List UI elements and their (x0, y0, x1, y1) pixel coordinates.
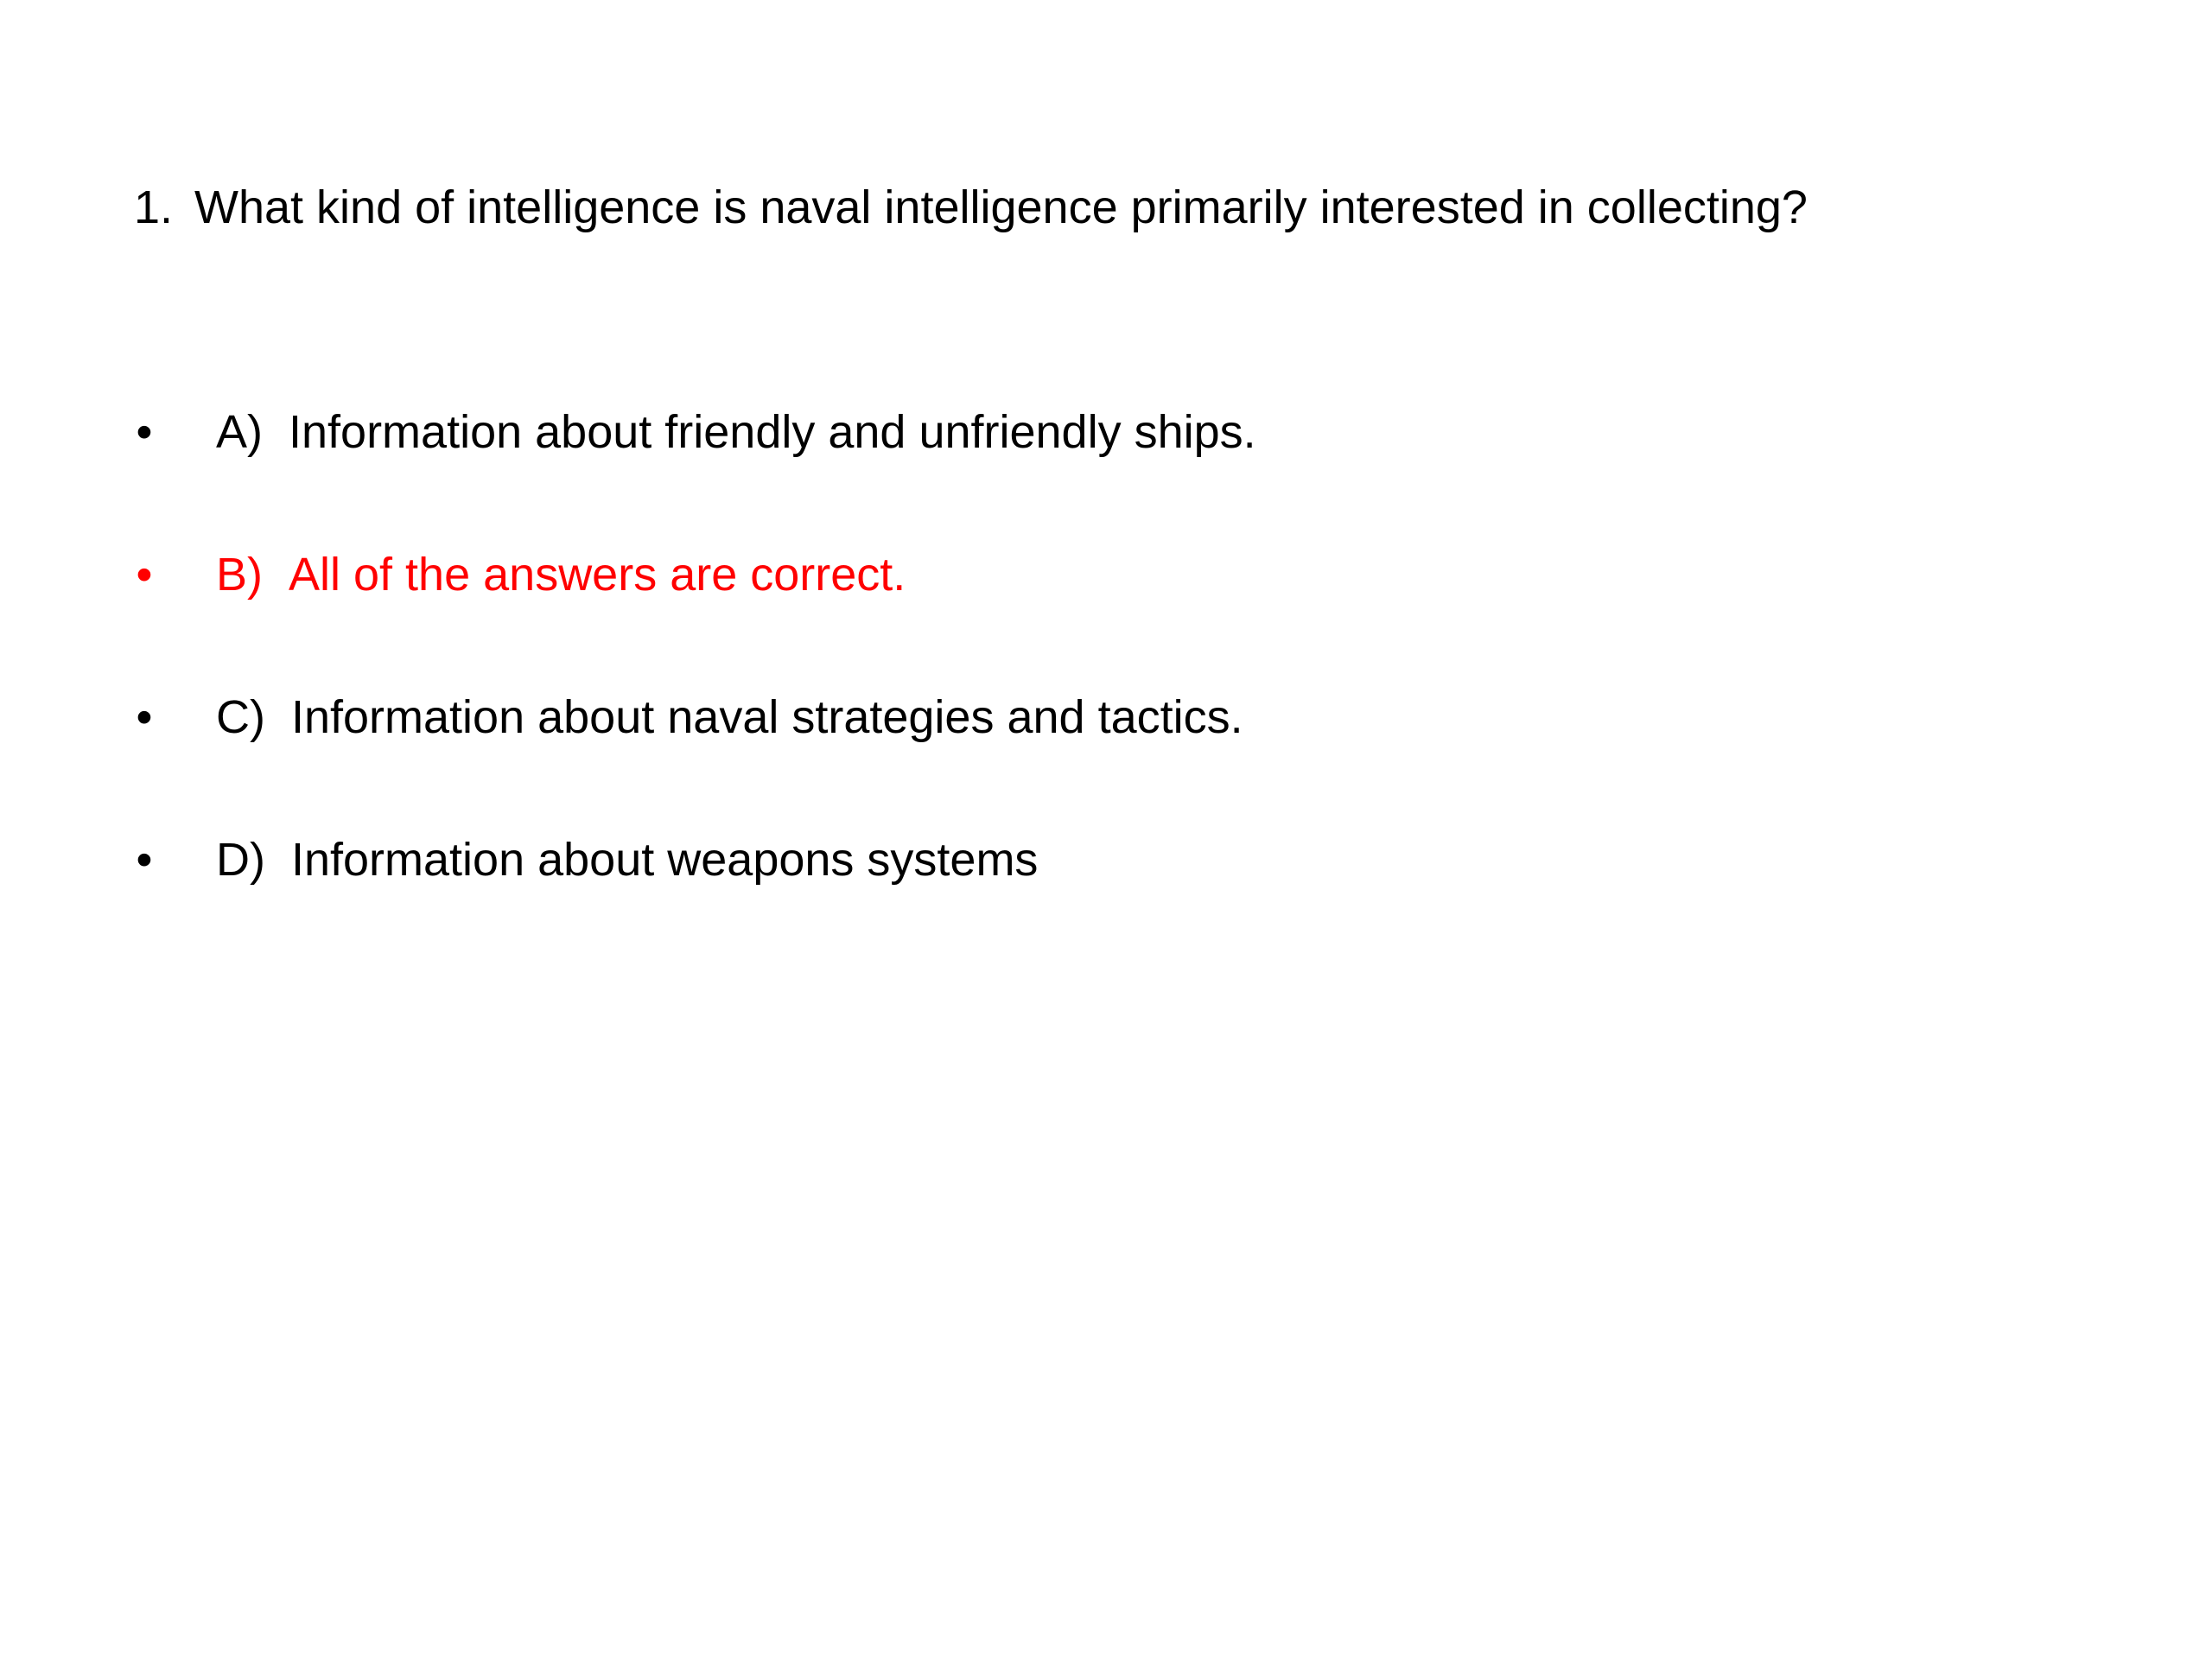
bullet-icon: • (136, 549, 153, 601)
option-d-letter: D) (216, 834, 265, 886)
bullet-icon: • (136, 834, 153, 886)
option-c-text: Information about naval strategies and tactics. (290, 691, 1243, 743)
question-number: 1. (134, 181, 174, 233)
option-b-content (216, 544, 906, 605)
option-c-letter: C) (216, 691, 265, 743)
option-a-text: Information about friendly and unfriendly ships. (289, 406, 1256, 458)
option-d-content (216, 830, 1038, 890)
option-b-letter: B) (216, 549, 263, 601)
option-b-text: All of the answers are correct. (289, 549, 906, 601)
option-a-letter: A) (216, 406, 263, 458)
bullet-icon: • (136, 406, 153, 458)
question-text: What kind of intelligence is naval intelligence primarily interested in collecting? (194, 181, 1808, 233)
option-a-content (216, 402, 1256, 462)
option-d-text: Information about weapons systems (290, 834, 1039, 886)
option-c-content (216, 687, 1243, 747)
bullet-icon: • (136, 691, 153, 743)
question (134, 177, 1808, 238)
